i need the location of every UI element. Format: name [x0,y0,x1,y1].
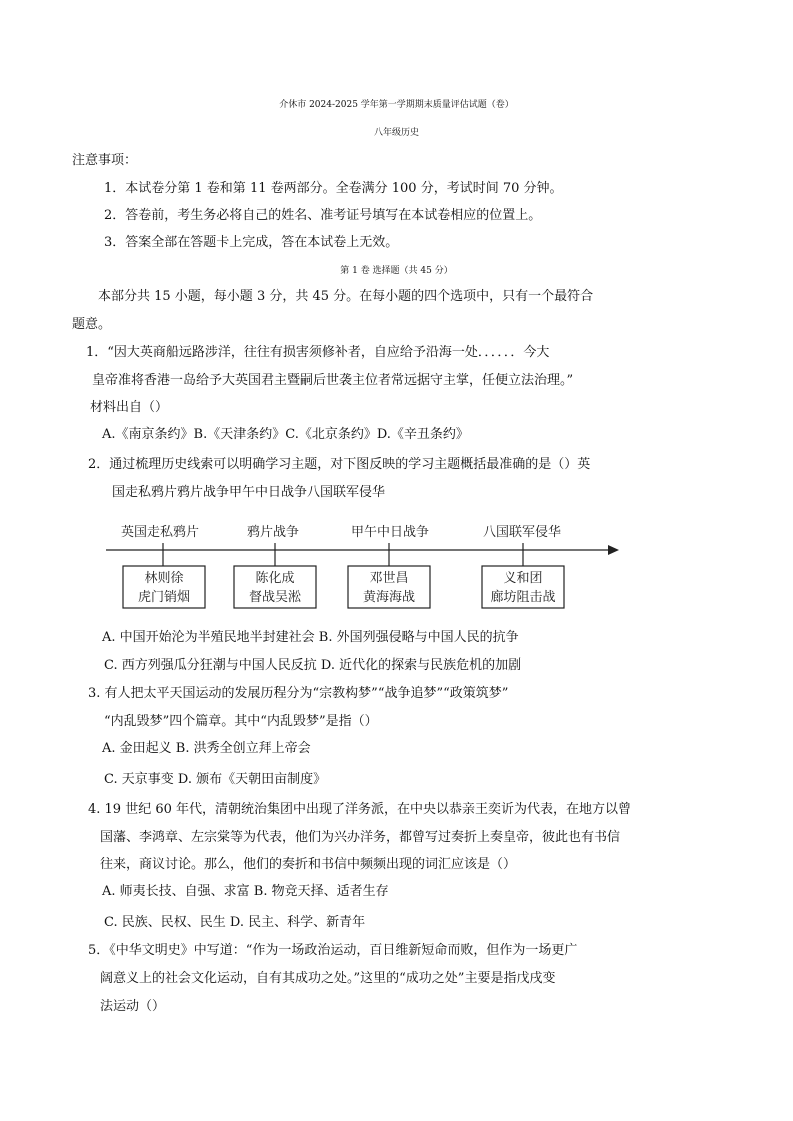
notes-heading: 注意事项： [72,153,138,168]
note-item-3: 3．答案全部在答题卡上完成，答在本试卷上无效。 [104,235,399,250]
timeline-event-1: 英国走私鸦片 [120,525,200,540]
q1-line3: 材料出自（） [90,400,169,415]
q4-line3: 往来，商议讨论。那么，他们的奏折和书信中频频出现的词汇应该是（） [100,857,517,872]
timeline-event-4: 八国联军侵华 [482,525,562,540]
q3-line2: “内乱毁梦”四个篇章。其中“内乱毁梦”是指（） [104,714,378,729]
q2-line2: 国走私鸦片鸦片战争甲午中日战争八国联军侵华 [112,485,386,500]
section-title: 第 1 卷 选择题（共 45 分） [340,266,453,276]
exam-subtitle: 八年级历史 [373,128,419,138]
timeline-arrow-icon [608,545,619,555]
exam-title: 介休市 2024-2025 学年第一学期期末质量评估试题（卷） [279,100,514,110]
q4-line2: 国藩、李鸿章、左宗棠等为代表，他们为兴办洋务，都曾写过奏折上奏皇帝，彼此也有书信 [100,830,621,845]
q3-option-cd: C. 天京事变 D. 颁布《天朝田亩制度》 [104,772,327,787]
q2-option-cd: C. 西方列强瓜分狂潮与中国人民反抗 D. 近代化的探索与民族危机的加剧 [104,658,522,673]
timeline-box-4-line2: 廊坊阻击战 [490,590,556,605]
timeline-figure [100,515,630,615]
q5-line1: 5．《中华文明史》中写道：“作为一场政治运动，百日维新短命而败，但作为一场更广 [88,943,578,958]
section-intro-line2: 题意。 [72,317,112,332]
timeline-box-3-line2: 黄海海战 [362,590,416,605]
q5-line2: 阔意义上的社会文化运动，自有其成功之处。”这里的“成功之处”主要是指戊戌变 [100,971,556,986]
q2-option-ab: A. 中国开始沦为半殖民地半封建社会 B. 外国列强侵略与中国人民的抗争 [102,630,519,645]
timeline-box-4-line1: 义和团 [503,571,543,586]
timeline-event-2: 鸦片战争 [246,525,300,540]
q1-options: A.《南京条约》B.《天津条约》C.《北京条约》D.《辛丑条约》 [102,427,469,442]
timeline-box-2-line2: 督战吴淞 [248,590,302,605]
section-intro-line1: 本部分共 15 小题，每小题 3 分，共 45 分。在每小题的四个选项中，只有一个最符合 [98,289,594,304]
q5-line3: 法运动（） [100,999,166,1014]
note-item-2: 2．答卷前，考生务必将自己的姓名、准考证号填写在本试卷相应的位置上。 [104,208,542,223]
timeline-box-2-line1: 陈化成 [255,571,295,586]
q4-option-ab: A. 师夷长技、自强、求富 B. 物竞天择、适者生存 [102,884,389,899]
q1-line1: 1．“因大英商船远路涉洋，往往有损害须修补者，自应给予沿海一处．．．．．．今大 [86,345,550,360]
q4-line1: 4. 19 世纪 60 年代，清朝统治集团中出现了洋务派，在中央以恭亲王奕䜣为代表，在地方以曾 [88,802,632,817]
q2-line1: 2．通过梳理历史线索可以明确学习主题，对下图反映的学习主题概括最准确的是（）英 [88,457,591,472]
q3-option-ab: A. 金田起义 B. 洪秀全创立拜上帝会 [102,741,311,756]
timeline-event-3: 甲午中日战争 [350,525,430,540]
q3-line1: 3. 有人把太平天国运动的发展历程分为“宗教构梦”“战争追梦”“政策筑梦” [88,686,509,701]
timeline-box-1-line1: 林则徐 [144,571,184,586]
timeline-box-1-line2: 虎门销烟 [137,590,191,605]
q1-line2: 皇帝准将香港一岛给予大英国君主暨嗣后世袭主位者常远据守主掌，任便立法治理。” [92,373,574,388]
timeline-box-3-line1: 邓世昌 [369,571,409,586]
note-item-1: 1．本试卷分第 1 卷和第 11 卷两部分。全卷满分 100 分，考试时间 70 分钟。 [104,181,563,196]
q4-option-cd: C. 民族、民权、民生 D. 民主、科学、新青年 [104,915,366,930]
